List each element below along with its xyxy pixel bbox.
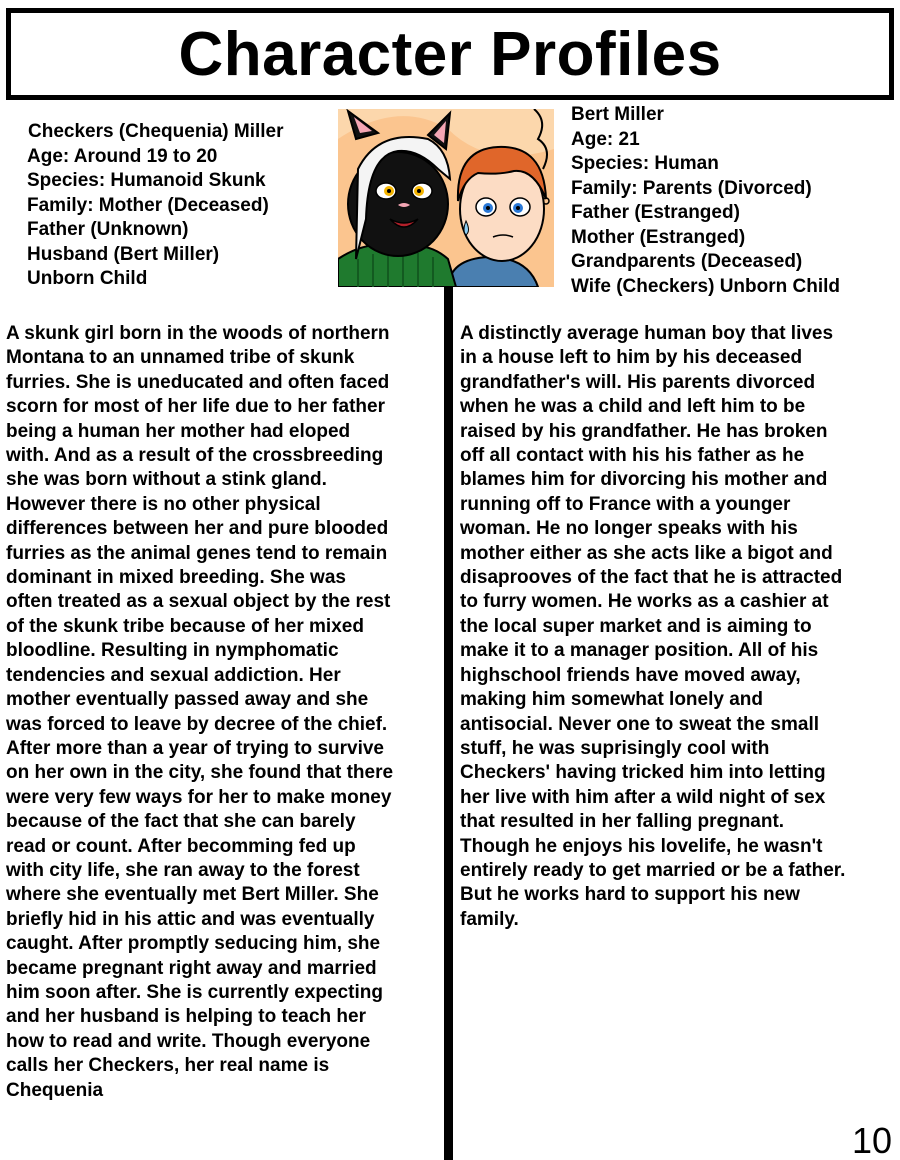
bio-line: in a house left to him by his deceased — [460, 347, 803, 369]
title-box — [6, 8, 894, 100]
bert-stat-line: Bert Miller — [571, 104, 664, 125]
bio-line: Checkers' having tricked him into letting — [460, 762, 826, 784]
bio-line: antisocial. Never one to sweat the small — [460, 713, 820, 735]
bio-line: to furry women. He works as a cashier at — [460, 591, 829, 613]
bio-line: entirely ready to get married or be a father. — [460, 859, 846, 881]
bio-line: when he was a child and left him to be — [460, 396, 806, 418]
bio-line: blames him for divorcing his mother and — [460, 469, 828, 491]
bio-line: him soon after. She is currently expecting — [6, 981, 383, 1003]
checkers-stat-line: Unborn Child — [27, 268, 148, 289]
bio-line: being a human her mother had eloped — [6, 420, 351, 442]
bio-line: on her own in the city, she found that there — [6, 762, 394, 784]
bert-stat-line: Age: 21 — [571, 128, 640, 150]
checkers-stat-line: Husband (Bert Miller) — [27, 243, 220, 265]
bio-line: often treated as a sexual object by the rest — [6, 591, 391, 613]
page-number: 10 — [851, 1120, 892, 1160]
bio-line: how to read and write. Though everyone — [6, 1030, 371, 1052]
bio-line: After more than a year of trying to survive — [6, 737, 384, 759]
bio-line: highschool friends have moved away, — [460, 664, 801, 686]
bert-stat-line: Species: Human — [571, 153, 719, 174]
character-portrait — [338, 109, 554, 287]
bio-line: with city life, she ran away to the forest — [6, 859, 360, 881]
checkers-stat-line: Age: Around 19 to 20 — [27, 145, 218, 167]
bio-line: make it to a manager position. All of his — [460, 640, 819, 662]
bio-line: that resulted in her falling pregnant. — [460, 811, 785, 833]
bio-line: off all contact with his his father as he — [460, 445, 805, 467]
bio-line: raised by his grandfather. He has broken — [460, 420, 828, 442]
bio-line: family. — [460, 908, 519, 930]
bert-stats — [571, 103, 840, 299]
bio-line: was forced to leave by decree of the chief. — [6, 713, 388, 735]
checkers-stat-line: Checkers (Chequenia) Miller — [28, 121, 284, 142]
checkers-stat-line: Father (Unknown) — [27, 219, 189, 240]
bio-line: mother eventually passed away and she — [6, 689, 369, 711]
bio-line: of the skunk tribe because of her mixed — [6, 615, 364, 637]
column-divider — [444, 287, 453, 1160]
bio-line: where she eventually met Bert Miller. She — [6, 884, 379, 906]
bio-line: calls her Checkers, her real name is — [6, 1055, 330, 1077]
bert-bio — [460, 322, 896, 932]
bert-stat-line: Wife (Checkers) Unborn Child — [571, 275, 841, 297]
bio-line: running off to France with a younger — [460, 493, 791, 515]
bio-line: However there is no other physical — [6, 493, 321, 515]
checkers-stat-line: Species: Humanoid Skunk — [27, 170, 266, 191]
checkers-stats — [28, 120, 284, 292]
bio-line: were very few ways for her to make money — [6, 786, 392, 808]
bio-line: Montana to an unnamed tribe of skunk — [6, 347, 355, 369]
bio-line: making him somewhat lonely and — [460, 689, 764, 711]
bert-stat-line: Family: Parents (Divorced) — [571, 177, 812, 199]
bio-line: read or count. After becomming fed up — [6, 835, 356, 857]
bio-line: woman. He no longer speaks with his — [460, 518, 798, 540]
bio-line: the local super market and is aiming to — [460, 615, 812, 637]
bio-line: furries as the animal genes tend to remain — [6, 542, 388, 564]
bio-line: with. And as a result of the crossbreeding — [6, 445, 384, 467]
page-title: Character Profiles — [178, 19, 722, 89]
checkers-figure — [338, 111, 456, 287]
checkers-bio — [6, 322, 442, 1103]
bert-stat-line: Mother (Estranged) — [571, 226, 746, 248]
bio-line: But he works hard to support his new — [460, 884, 800, 906]
bio-line: dominant in mixed breeding. She was — [6, 567, 346, 589]
bio-line: furries. She is uneducated and often faced — [6, 371, 390, 393]
bio-line: and her husband is helping to teach her — [6, 1006, 366, 1028]
bio-line: Though he enjoys his lovelife, he wasn't — [460, 835, 823, 857]
bio-line: became pregnant right away and married — [6, 957, 377, 979]
bio-line: bloodline. Resulting in nymphomatic — [6, 640, 339, 662]
checkers-stat-line: Family: Mother (Deceased) — [27, 194, 269, 216]
bio-line: because of the fact that she can barely — [6, 811, 356, 833]
bio-line: stuff, he was suprisingly cool with — [460, 737, 770, 759]
bio-line: Chequenia — [6, 1079, 104, 1101]
bio-line: her live with him after a wild night of sex — [460, 786, 826, 808]
bio-line: caught. After promptly seducing him, she — [6, 933, 381, 955]
bio-line: differences between her and pure blooded — [6, 518, 389, 540]
bio-line: A skunk girl born in the woods of northern — [6, 323, 390, 344]
bio-line: grandfather's will. His parents divorced — [460, 371, 816, 393]
bio-line: disaprooves of the fact that he is attracted — [460, 567, 843, 589]
bert-stat-line: Father (Estranged) — [571, 202, 740, 223]
bio-line: tendencies and sexual addiction. Her — [6, 664, 341, 686]
bio-line: she was born without a stink gland. — [6, 469, 327, 491]
bio-line: scorn for most of her life due to her father — [6, 396, 385, 418]
bio-line: briefly hid in his attic and was eventually — [6, 908, 375, 930]
bert-stat-line: Grandparents (Deceased) — [571, 251, 803, 272]
bio-line: A distinctly average human boy that lives — [460, 323, 834, 344]
bio-line: mother either as she acts like a bigot and — [460, 542, 833, 564]
